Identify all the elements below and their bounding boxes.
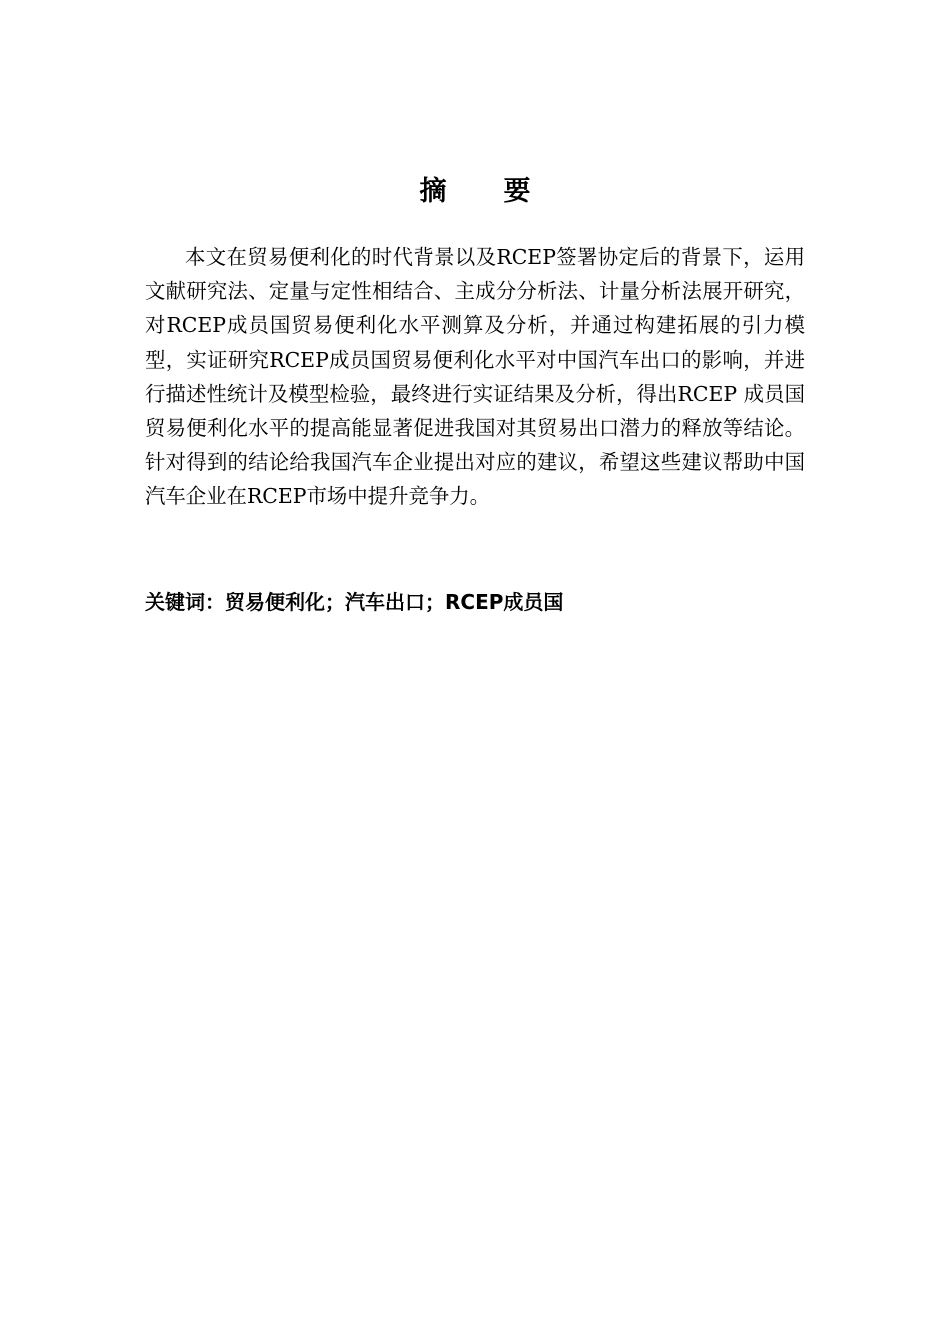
abstract-title — [0, 172, 950, 212]
abstract-title-char-1: 摘 — [419, 176, 447, 207]
abstract-body: 本文在贸易便利化的时代背景以及RCEP签署协定后的背景下，运用文献研究法、定量与定性相结合、主成分分析法、计量分析法展开研究，对RCEP成员国贸易便利化水平测算及分析，并通过构建拓展的引力模型，实证研究RCEP成员国贸易便利化水平对中国汽车出口的影响，并进行描述性统计及模型检验，最终进行实证结果及分析，得出RCEP 成员国贸易便利化水平的提高能显著促进我国对其贸易出口潜力的释放等结论。针对得到的结论给我国汽车企业提出对应的建议，希望这些建议帮助中国汽车企业在RCEP市场中提升竞争力。 — [145, 245, 805, 509]
keywords-label: 关键词： — [145, 590, 225, 614]
keywords-line — [145, 586, 805, 618]
abstract-title-char-2: 要 — [503, 176, 531, 207]
keywords-text: 贸易便利化；汽车出口；RCEP成员国 — [225, 590, 564, 614]
